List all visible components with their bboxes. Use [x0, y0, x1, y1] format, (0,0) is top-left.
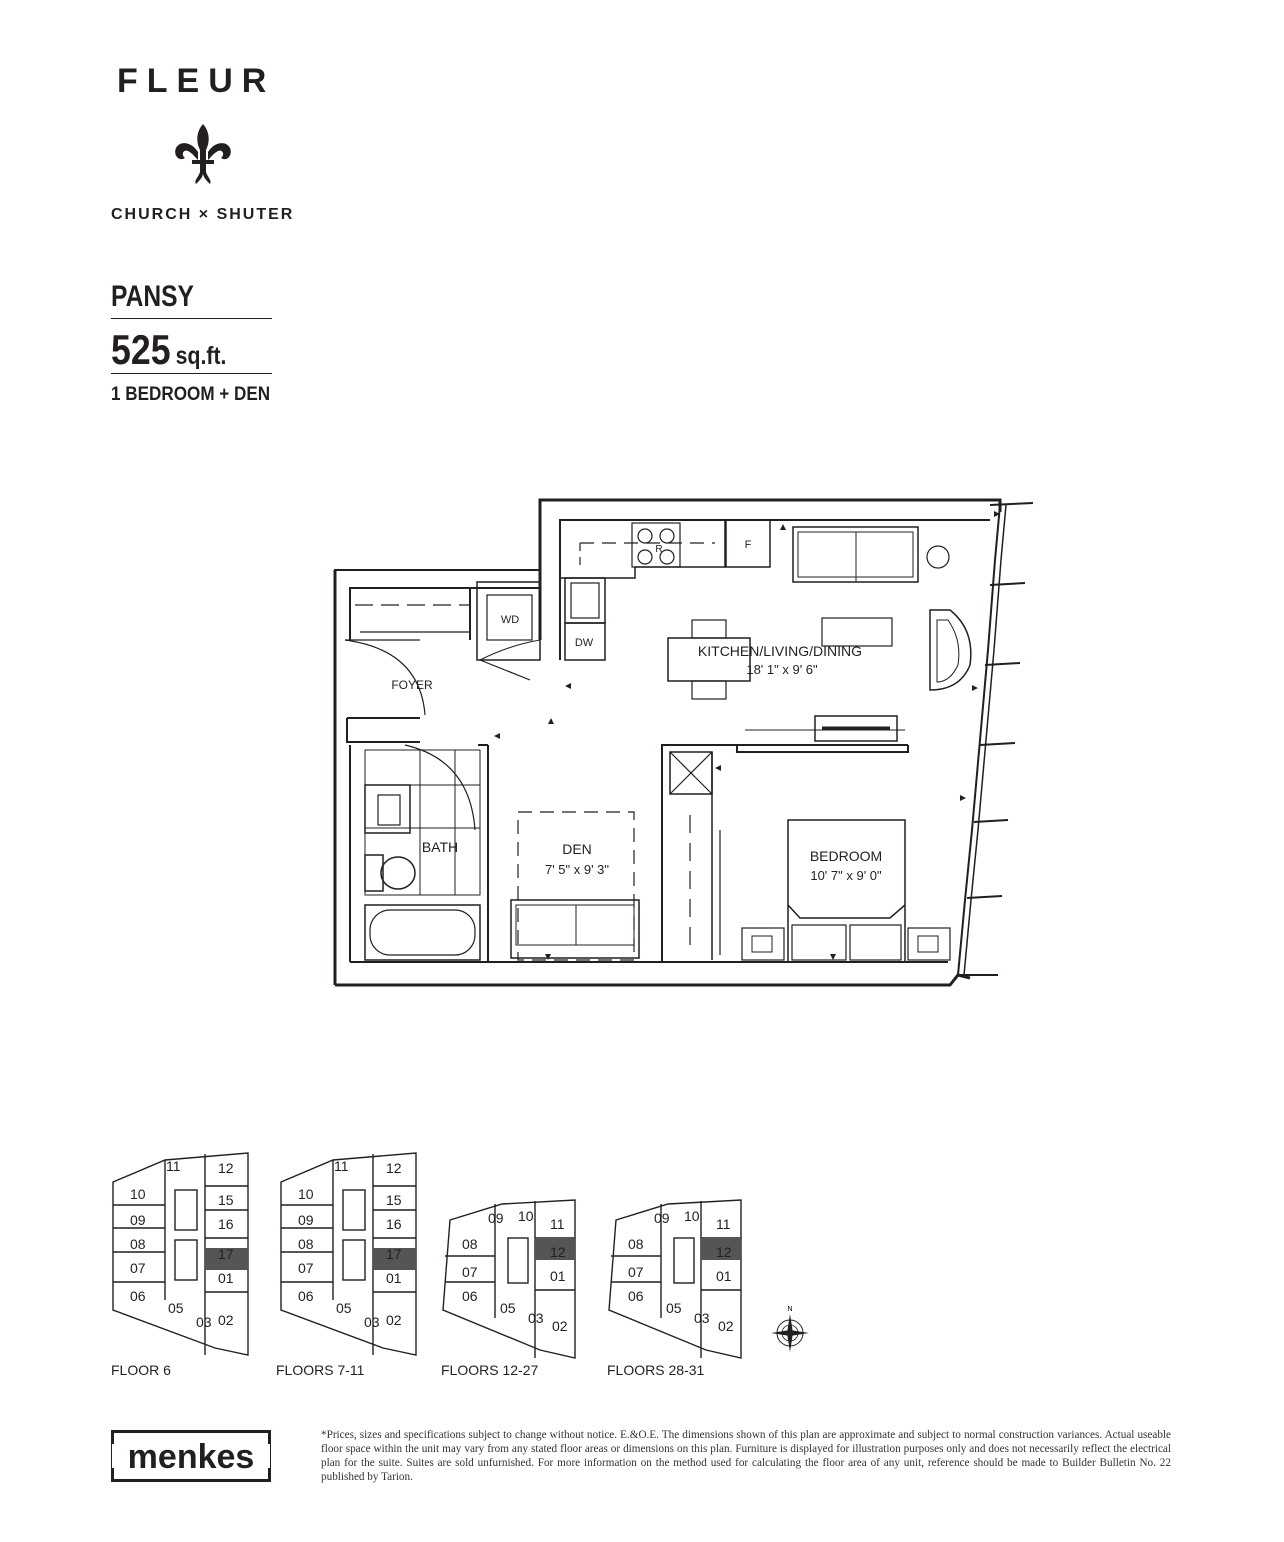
unit-label: 11: [550, 1216, 565, 1232]
bedroom-label: BEDROOM: [809, 848, 883, 864]
washer-dryer-label: WD: [500, 614, 520, 626]
area-unit: sq.ft.: [175, 342, 227, 370]
kitchen-dimensions: 18' 1" x 9' 6": [746, 662, 818, 677]
unit-label-highlighted: 17: [386, 1246, 402, 1262]
keyplan-label: FLOORS 28-31: [607, 1362, 705, 1378]
keyplan-label: FLOORS 12-27: [441, 1362, 539, 1378]
unit-label: 10: [298, 1186, 314, 1202]
unit-label: 10: [130, 1186, 146, 1202]
unit-label: 16: [386, 1216, 402, 1232]
unit-label: 10: [684, 1208, 700, 1224]
unit-label: 11: [166, 1158, 181, 1174]
bedroom-dimensions: 10' 7" x 9' 0": [810, 868, 882, 883]
unit-label: 01: [716, 1268, 732, 1284]
unit-label: 01: [550, 1268, 566, 1284]
bedroom-count: 1 BEDROOM + DEN: [111, 384, 271, 405]
unit-label: 08: [130, 1236, 146, 1252]
dishwasher-label: DW: [574, 637, 594, 649]
unit-label: 03: [196, 1314, 212, 1330]
fleur-de-lis-icon: [170, 122, 236, 186]
den-label: DEN: [562, 841, 592, 857]
disclaimer-text: *Prices, sizes and specifications subject to change without notice. E.&O.E. The dimensions shown of this plan are approximate and subject to normal construction variances. Actual useable floor space within the unit may vary from any stated floor areas or dimensions on this plan. Furniture is displayed for illustration purposes only and does not necessarily reflect the electrical plan for the suite. Suites are sold unfurnished. For more information on the method used for calculating the floor area of any unit, reference should be made to Builder Bulletin No. 22 published by Tarion.: [321, 1429, 1171, 1483]
unit-label: 15: [386, 1192, 402, 1208]
unit-label: 07: [130, 1260, 146, 1276]
foyer-label: FOYER: [391, 678, 433, 692]
den-dimensions: 7' 5" x 9' 3": [544, 862, 610, 877]
unit-area: [111, 326, 226, 374]
unit-label: 05: [168, 1300, 184, 1316]
bath-label: BATH: [421, 839, 459, 855]
unit-label: 02: [386, 1312, 402, 1328]
unit-label: 09: [488, 1210, 504, 1226]
keyplan-floors-12-27: [440, 1198, 580, 1360]
unit-label-highlighted: 12: [550, 1244, 566, 1260]
model-name: PANSY: [111, 280, 194, 313]
unit-label: 09: [130, 1212, 146, 1228]
keyplan-floors-7-11: [278, 1150, 418, 1360]
developer-name: menkes: [127, 1438, 255, 1476]
floor-plan: [320, 490, 1050, 1000]
unit-label: 06: [130, 1288, 146, 1304]
unit-label: 15: [218, 1192, 234, 1208]
unit-label: 16: [218, 1216, 234, 1232]
unit-label: 08: [462, 1236, 478, 1252]
unit-label: 01: [218, 1270, 234, 1286]
unit-label: 05: [666, 1300, 682, 1316]
unit-label: 07: [628, 1264, 644, 1280]
unit-label-highlighted: 17: [218, 1246, 234, 1262]
unit-label: 06: [462, 1288, 478, 1304]
unit-label: 05: [336, 1300, 352, 1316]
unit-label: 06: [298, 1288, 314, 1304]
unit-label: 03: [528, 1310, 544, 1326]
unit-label: 08: [298, 1236, 314, 1252]
unit-label: 12: [386, 1160, 402, 1176]
unit-label: 08: [628, 1236, 644, 1252]
menkes-logo: [111, 1430, 271, 1482]
unit-label: 01: [386, 1270, 402, 1286]
unit-label: 03: [364, 1314, 380, 1330]
brand-name: FLEUR: [117, 62, 276, 100]
unit-label: 05: [500, 1300, 516, 1316]
keyplan-label: FLOORS 7-11: [276, 1362, 365, 1378]
range-label: R: [655, 544, 663, 555]
unit-label: 09: [654, 1210, 670, 1226]
unit-label: 09: [298, 1212, 314, 1228]
unit-label: 02: [218, 1312, 234, 1328]
unit-label: 11: [334, 1158, 349, 1174]
unit-label: 12: [218, 1160, 234, 1176]
divider: [111, 373, 272, 374]
unit-label: 11: [716, 1216, 731, 1232]
unit-label: 02: [718, 1318, 734, 1334]
unit-label-highlighted: 12: [716, 1244, 732, 1260]
unit-label: 07: [462, 1264, 478, 1280]
unit-label: 07: [298, 1260, 314, 1276]
compass-icon: [768, 1302, 812, 1354]
location-label: CHURCH × SHUTER: [111, 206, 295, 223]
area-value: 525: [111, 326, 171, 373]
unit-label: 06: [628, 1288, 644, 1304]
divider: [111, 318, 272, 319]
north-label: N: [787, 1306, 793, 1313]
unit-label: 02: [552, 1318, 568, 1334]
unit-label: 10: [518, 1208, 534, 1224]
fridge-label: F: [744, 539, 752, 551]
kitchen-label: KITCHEN/LIVING/DINING: [697, 643, 863, 659]
keyplan-label: FLOOR 6: [111, 1362, 171, 1378]
keyplan-floors-28-31: [606, 1198, 746, 1360]
keyplan-floor-6: [110, 1150, 250, 1360]
unit-label: 03: [694, 1310, 710, 1326]
